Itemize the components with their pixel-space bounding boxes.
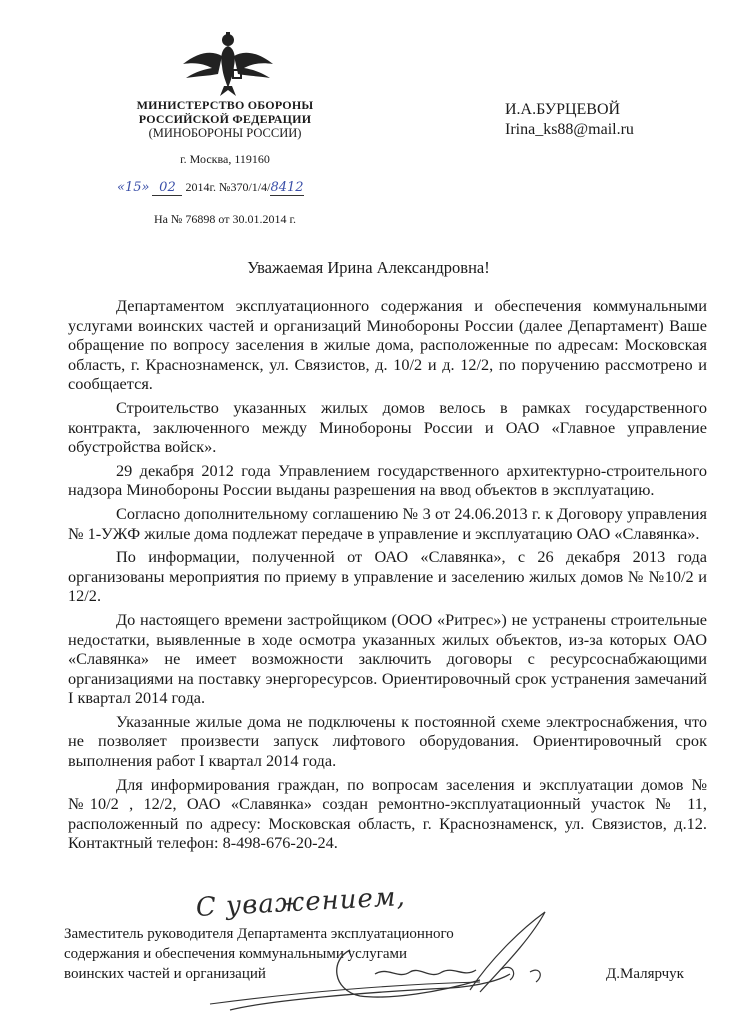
paragraph: По информации, полученной от ОАО «Славянка», с 26 декабря 2013 года организованы мероприятия по приему в управление и заселению жилых домов № №10/2 и 12/2. (68, 547, 707, 606)
letter-body (68, 296, 707, 857)
signer-title-line3: воинских частей и организаций (64, 966, 266, 982)
registration-number: 2014г. №370/1/4/ (185, 180, 271, 194)
org-name-line1: МИНИСТЕРСТВО ОБОРОНЫ (136, 98, 314, 112)
handwritten-date-day: «15» (117, 180, 150, 195)
city-postcode: г. Москва, 119160 (180, 152, 270, 166)
paragraph: Строительство указанных жилых домов велось в рамках государственного контракта, заключенного между Минобороны России и ОАО «Главное управление обустройства войск». (68, 397, 707, 457)
recipient-email: Irina_ks88@mail.ru (505, 121, 634, 138)
recipient-block (505, 100, 634, 140)
org-name-short: (МИНОБОРОНЫ РОССИИ) (148, 126, 302, 140)
handwritten-signature (120, 900, 620, 1020)
paragraph: 29 декабря 2012 года Управлением государственного архитектурно-строительного надзора Минобороны России выданы разрешения на ввод объектов в эксплуатацию. (68, 460, 707, 500)
reference-line: На № 76898 от 30.01.2014 г. (153, 212, 297, 226)
paragraph: Указанные жилые дома не подключены к постоянной схеме электроснабжения, что не позволяет произвести запуск лифтового оборудования. Ориентировочный срок выполнения работ I квартал 2014 года. (68, 711, 707, 771)
greeting: Уважаемая Ирина Александровна! (247, 258, 490, 277)
signer-name: Д.Малярчук (606, 966, 684, 982)
paragraph: Для информирования граждан, по вопросам заселения и эксплуатации домов №№10/2 , 12/2, ОАО «Славянка» создан ремонтно-эксплуатационный участок № 11, расположенный по адресу: Московская область, г. Краснознаменск, ул. Связистов, д.12. Контактный телефон: 8-498-676-20-24. (68, 774, 707, 853)
paragraph: До настоящего времени застройщиком (ООО «Ритрес») не устранены строительные недостатки, выявленные в ходе осмотра указанных жилых объектов, из-за которых ОАО «Славянка» не имеет возможности заключить договоры с ресурсоснабжающими организациями на поставку энергоресурсов. Ориентировочный срок устранения замечаний I квартал 2014 года. (68, 609, 707, 708)
paragraph: Департаментом эксплуатационного содержания и обеспечения коммунальными услугами воинских частей и организаций Минобороны России (далее Департамент) Ваше обращение по вопросу заселения в жилые дома, расположенные по адресам: Московская область, г. Краснознаменск, ул. Связистов, д. 10/2 и д. 12/2, по поручению рассмотрено и сообщается. (68, 296, 707, 394)
handwritten-signoff: С уважением, (195, 882, 407, 923)
registration-line (117, 180, 304, 196)
paragraph: Согласно дополнительному соглашению № 3 от 24.06.2013 г. к Договору управления № 1-УЖФ жилые дома подлежат передаче в управление и эксплуатацию ОАО «Славянка». (68, 503, 707, 543)
signer-title-line1: Заместитель руководителя Департамента эксплуатационного (64, 926, 454, 942)
handwritten-date-month: 02 (152, 180, 182, 196)
eagle-emblem-icon (178, 30, 278, 100)
ministry-header (100, 98, 350, 141)
recipient-name: И.А.БУРЦЕВОЙ (505, 101, 621, 118)
handwritten-reg-suffix: 8412 (270, 180, 304, 195)
org-name-line2: РОССИЙСКОЙ ФЕДЕРАЦИИ (138, 112, 312, 126)
signer-title-line2: содержания и обеспечения коммунальными услугами (64, 946, 408, 962)
